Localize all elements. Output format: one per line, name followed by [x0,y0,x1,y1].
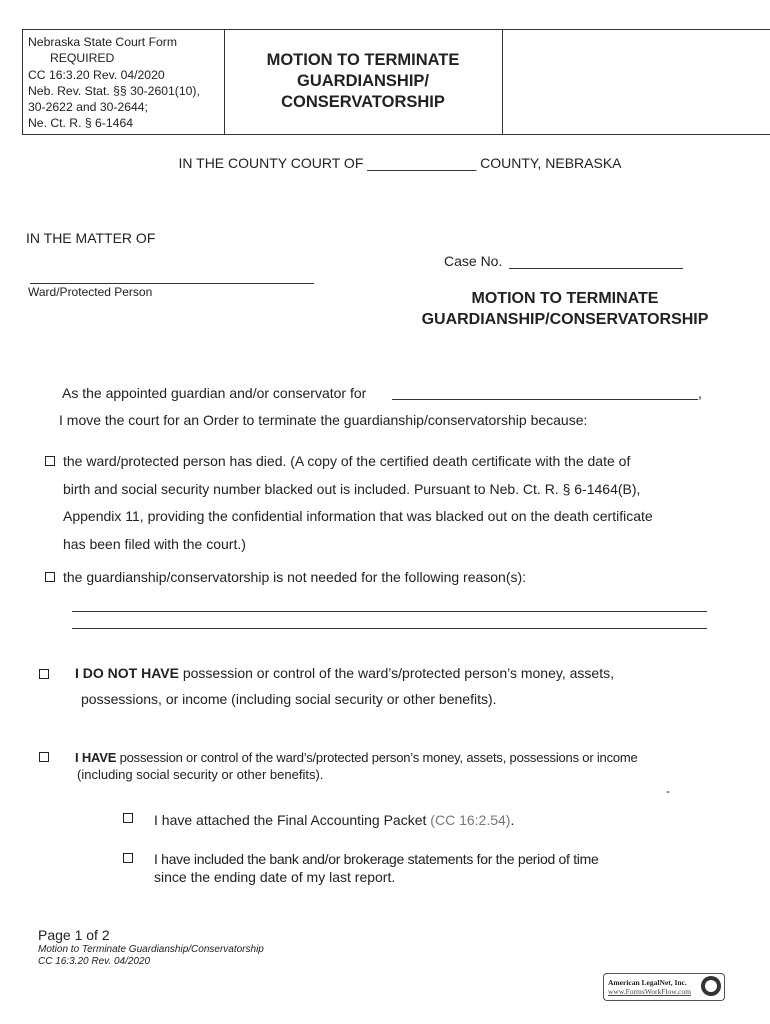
stray-dash: - [666,784,670,798]
footer-form-code: CC 16:3.20 Rev. 04/2020 [38,956,151,967]
have-bold: I HAVE [75,750,117,765]
meta-line: CC 16:3.20 Rev. 04/2020 [28,67,165,82]
form-metadata [28,34,200,132]
meta-line: Nebraska State Court Form [28,35,178,49]
not-needed-checkbox[interactable] [45,572,55,582]
statements-text: since the ending date of my last report. [154,869,396,885]
do-not-have-text: possessions, or income (including social security or other benefits). [81,691,497,707]
intro-comma: , [698,385,702,401]
ward-name-field[interactable] [30,283,314,284]
do-not-have-text [75,665,614,681]
died-text: Appendix 11, providing the confidential information that was blacked out on the death certificate [63,508,653,524]
title-line: MOTION TO TERMINATE [471,290,659,307]
accounting-checkbox[interactable] [123,813,133,823]
have-text: (including social security or other benefits). [77,767,324,782]
header-divider [502,29,503,135]
meta-line: Ne. Ct. R. § 6-1464 [28,116,133,131]
footer-form-name: Motion to Terminate Guardianship/Conservatorship [38,944,264,955]
title-line: GUARDIANSHIP/ [296,72,429,90]
have-text [75,750,638,765]
intro-line-2: I move the court for an Order to terminate the guardianship/conservatorship because: [59,412,588,428]
meta-line: REQUIRED [50,51,115,66]
have-rest: possession or control of the ward’s/protected person’s money, assets, possessions or income [116,750,638,765]
do-not-have-checkbox[interactable] [39,669,49,679]
brand-text [608,978,691,996]
died-text: the ward/protected person has died. (A copy of the certified death certificate with the date of [63,453,631,469]
court-line: IN THE COUNTY COURT OF ______________ COUNTY, NEBRASKA [178,155,622,171]
accounting-suffix: . [510,812,515,828]
reason-field-line[interactable] [72,628,707,629]
case-no-label: Case No. [444,253,503,269]
title-line: CONSERVATORSHIP [281,93,445,111]
matter-of-label: IN THE MATTER OF [26,230,156,246]
statements-checkbox[interactable] [123,853,133,863]
statements-text: I have included the bank and/or brokerage statements for the period of time [154,851,599,867]
title-line: GUARDIANSHIP/CONSERVATORSHIP [421,311,709,328]
intro-line-1 [62,385,366,401]
died-checkbox[interactable] [45,456,55,466]
accounting-prefix: I have attached the Final Accounting Packet [154,812,431,828]
do-not-have-rest: possession or control of the ward’s/protected person’s money, assets, [178,665,614,681]
brand-name: American LegalNet, Inc. [608,978,687,987]
accounting-ref: (CC 16:2.54) [430,812,511,828]
died-text: has been filed with the court.) [63,536,246,552]
header-form-title [228,50,498,113]
not-needed-text: the guardianship/conservatorship is not needed for the following reason(s): [63,569,527,585]
accounting-text [154,812,514,828]
meta-line: 30-2622 and 30-2644; [28,100,148,115]
died-text: birth and social security number blacked out is included. Pursuant to Neb. Ct. R. § 6-1464(B), [63,481,641,497]
ward-label: Ward/Protected Person [28,285,153,299]
brand-logo-icon-inner [705,980,717,992]
intro-prefix: As the appointed guardian and/or conservator for [62,385,367,401]
header-divider [224,29,225,135]
meta-line: Neb. Rev. Stat. §§ 30-2601(10), [28,83,200,98]
reason-field-line[interactable] [72,611,707,612]
title-line: MOTION TO TERMINATE [266,51,460,69]
brand-url[interactable]: www.FormsWorkFlow.com [608,987,692,996]
main-title [380,288,750,330]
case-no-field[interactable] [509,268,683,269]
guardian-for-field[interactable] [392,399,698,400]
do-not-have-bold: I DO NOT HAVE [75,665,179,681]
page-number: Page 1 of 2 [38,927,110,943]
have-checkbox[interactable] [39,752,49,762]
